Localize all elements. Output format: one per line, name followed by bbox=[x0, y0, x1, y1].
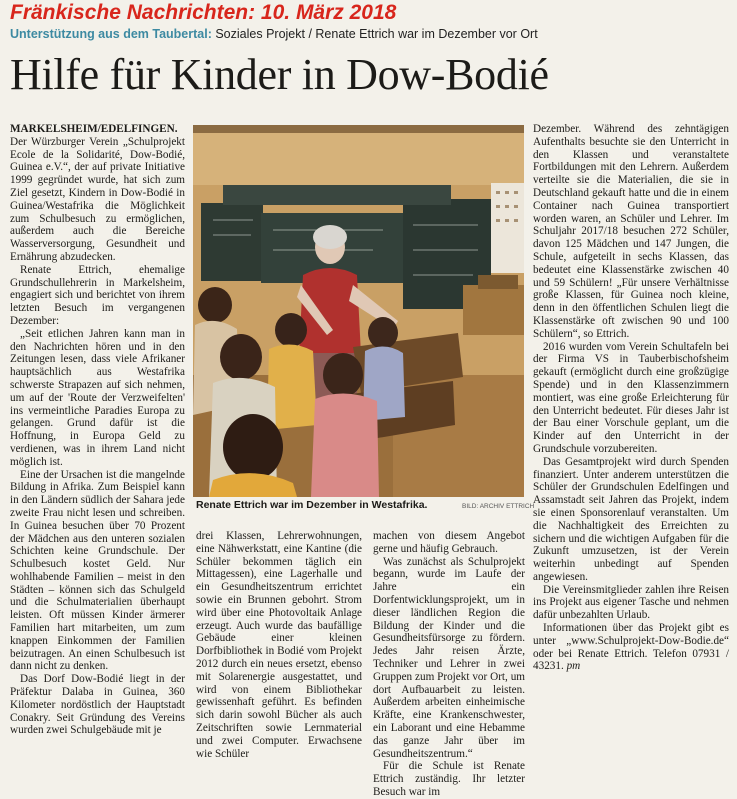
paragraph: Das Gesamtprojekt wird durch Spenden finanziert. Unter anderem unterstützen die Schüler der Grundschulen Edelfingen und Assamstadt seit Jahren das Projekt, indem sie einen Sponsorenlauf veranstalten. Um die Nachhaltigkeit des Erreichten zu sichern und die wichtigen Aufgaben für die Zukunft umzusetzen, ist der Verein weiterhin unbedingt auf Spenden angewiesen. bbox=[533, 455, 729, 583]
paragraph: Das Dorf Dow-Bodié liegt in der Präfektur Dalaba in Guinea, 360 Kilometer nordöstlich der Hauptstadt Conakry. Seit Gründung des Vereins wurden zwei Schulgebäude mit je bbox=[10, 673, 185, 737]
article-headline: Hilfe für Kinder in Dow-Bodié bbox=[10, 50, 549, 99]
photo-credit: BILD: ARCHIV ETTRICH bbox=[462, 503, 535, 510]
dateline: MARKELSHEIM/EDELFINGEN. bbox=[10, 123, 178, 135]
paragraph bbox=[10, 123, 185, 264]
paragraph bbox=[533, 622, 729, 673]
article-column-2 bbox=[196, 530, 362, 768]
article-kicker bbox=[10, 27, 538, 41]
newspaper-masthead: Fränkische Nachrichten: 10. März 2018 bbox=[10, 1, 397, 24]
paragraph: 2016 wurden vom Verein Schultafeln bei der Firma VS in Tauberbischofsheim gekauft (ermöglicht durch eine großzügige Spende) und in den Klassenzimmern montiert, was eine große Erleichterung für den Unterricht bedeutet. Für dieses Jahr ist der Bau einer Vorschule geplant, um die Kinder auf den Unterricht in der Grundschule vorzubereiten. bbox=[533, 340, 729, 455]
paragraph: „Seit etlichen Jahren kann man in den Nachrichten hören und in den Zeitungen lesen, dass viele Afrikaner hauptsächlich aus Westafrika schwerste Strapazen auf sich nehmen, um auf der 'Route der Verzweifelten' ins vermeintliche Paradies Europa zu gelangen. Grund dafür ist die Hoffnung, in Europa Geld zu verdienen, was in ihrem Land nicht möglich ist. bbox=[10, 327, 185, 468]
article-column-3 bbox=[373, 530, 525, 798]
paragraph: machen von diesem Angebot gerne und häufig Gebrauch. bbox=[373, 530, 525, 555]
paragraph: Eine der Ursachen ist die mangelnde Bildung in Afrika. Zum Beispiel kann in den Ländern südlich der Sahara jede zweite Frau nicht lesen und schreiben. In Guinea besuchen über 70 Prozent der Mädchen aus den unteren sozialen Schichten keine Grundschule. Der Schulbesuch kostet Geld. Nur wohlhabende Familien – meist in den Städten – können sich das Schulgeld und die Schulmaterialien überhaupt leisten. Oft müssen Kinder ärmerer Familien hart mitarbeiten, um zum knappen Einkommen der Familien beizutragen. An einen Schulbesuch ist dann nicht zu denken. bbox=[10, 468, 185, 673]
kicker-subline: Soziales Projekt / Renate Ettrich war im Dezember vor Ort bbox=[211, 27, 538, 41]
photo-caption: Renate Ettrich war im Dezember in Westafrika. bbox=[196, 499, 428, 511]
paragraph: drei Klassen, Lehrerwohnungen, eine Nähwerkstatt, eine Kantine (die Schüler bekommen täglich ein Mittagessen), eine Lagerhalle und ein Gesundheitszentrum errichtet sowie ein Brunnen gebohrt. Strom wird über eine Photovoltaik Anlage erzeugt. Auch wurde das baufällige Gebäude einer kleinen Dorfbibliothek in Bodié vom Projekt 2012 durch ein neues ersetzt, ebenso mit Solarenergie ausgestattet, und wird von einem Bibliothekar gewissenhaft geführt. Es befinden sich darin sowohl Bücher als auch Zeitschriften sowie Lernmaterial und zwei Computer. Erwachsene wie Schüler bbox=[196, 530, 362, 760]
paragraph: Renate Ettrich, ehemalige Grundschullehrerin in Markelsheim, engagiert sich und berichtet von ihrem letzten Besuch im vergangenen Dezember: bbox=[10, 263, 185, 327]
article-photo bbox=[193, 125, 524, 497]
kicker-topic: Unterstützung aus dem Taubertal: bbox=[10, 27, 212, 41]
classroom-photo bbox=[193, 125, 524, 497]
lead-text: Der Würzburger Verein „Schulprojekt Ecole de la Solidarité, Dow-Bodié, Guinea e.V.“, der auf private Initiative 1999 gegründet wurde, hat sich zum Ziel gesetzt, Kindern in Dow-Bodié in Guinea/Westafrika die Möglichkeit zum Schulbesuch zu ermöglichen, außerdem auch die Bereiche Wasserversorgung, Gesundheit und Ernährung abzudecken. bbox=[10, 135, 185, 263]
paragraph: Was zunächst als Schulprojekt begann, wurde im Laufe der Jahre ein Dorfentwicklungsprojekt, um in dieser ländlichen Region die Bildung der Kinder und die Gesundheitsfürsorge zu fördern. Jedes Jahr reisen Ärzte, Techniker und Lehrer in zwei Gruppen zum Projekt vor Ort, um dort Aufbauarbeit zu leisten. Außerdem arbeiten einheimische Kräfte, eine Krankenschwester, ein Laborant und eine Hebamme das ganze Jahr über im Gesundheitszentrum.“ bbox=[373, 555, 525, 760]
contact-info: Informationen über das Projekt gibt es unter „www.Schulprojekt-Dow-Bodie.de“ oder bei Renate Ettrich. Telefon 07931 / 43231. bbox=[533, 622, 729, 673]
paragraph: Für die Schule ist Renate Ettrich zuständig. Ihr letzter Besuch war im bbox=[373, 760, 525, 798]
article-column-1 bbox=[10, 123, 185, 768]
article-column-4 bbox=[533, 123, 729, 768]
paragraph: Die Vereinsmitglieder zahlen ihre Reisen ins Projekt aus eigener Tasche und nehmen dafür unbezahlten Urlaub. bbox=[533, 583, 729, 622]
paragraph: Dezember. Während des zehntägigen Aufenthalts besuchte sie den Unterricht in den Klassen und veranstaltete Fortbildungen mit den Lehrern. Außerdem verteilte sie die Materialien, die sie in Deutschland gekauft hatte und die in einem Container nach Guinea transportiert worden waren, an Schüler und Lehrer. Im Schuljahr 2017/18 besuchen 272 Schüler, davon 125 Mädchen und 147 Jungen, die Schule, aufgeteilt in sechs Klassen, das bedeutet eine Klassenstärke zwischen 40 und 59 Schülern! „Für unsere Verhältnisse große Klassen, für Guinea noch kleine, denn in den öffentlichen Schulen liegt die Klassenstärke oft zwischen 90 und 100 Schülern“, so Ettrich. bbox=[533, 123, 729, 340]
author-signature: pm bbox=[566, 660, 581, 673]
